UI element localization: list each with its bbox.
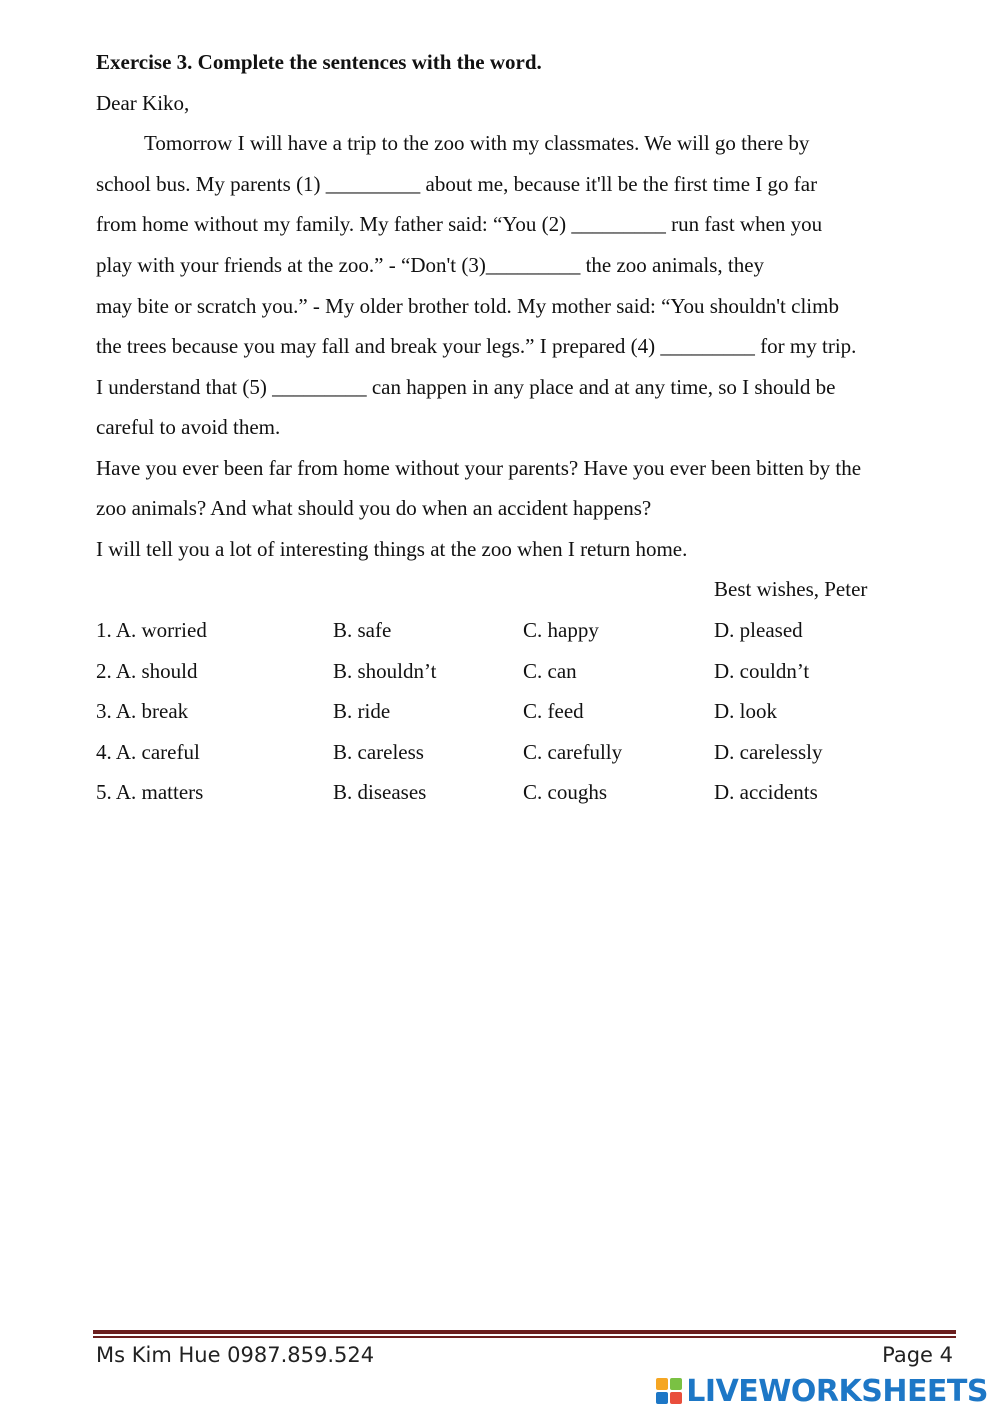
letter-line: from home without my family. My father said: “You (2) _________ run fast when you [96,212,823,236]
option-2d[interactable]: D. couldn’t [714,659,810,683]
letter-line: I understand that (5) _________ can happen in any place and at any time, so I should be [96,375,836,399]
option-1b[interactable]: B. safe [333,618,392,642]
footer-divider-thick [93,1330,956,1334]
letter-line: play with your friends at the zoo.” - “Don't (3)_________ the zoo animals, they [96,253,765,277]
option-3c[interactable]: C. feed [523,699,584,723]
logo-text: LIVEWORKSHEETS [686,1373,988,1409]
option-2c[interactable]: C. can [523,659,577,683]
option-1c[interactable]: C. happy [523,618,599,642]
footer-author: Ms Kim Hue 0987.859.524 [96,1343,375,1367]
liveworksheets-logo-icon [656,1378,682,1404]
letter-line: Tomorrow I will have a trip to the zoo with my classmates. We will go there by [144,131,810,155]
option-4d[interactable]: D. carelessly [714,740,823,764]
letter-line: the trees because you may fall and break your legs.” I prepared (4) _________ for my trip. [96,334,857,358]
option-4b[interactable]: B. careless [333,740,424,764]
option-4c[interactable]: C. carefully [523,740,623,764]
option-2a[interactable]: 2. A. should [96,659,198,683]
liveworksheets-logo[interactable] [656,1374,988,1408]
option-5a[interactable]: 5. A. matters [96,780,204,804]
letter-line: I will tell you a lot of interesting things at the zoo when I return home. [96,537,688,561]
footer-divider-thin [93,1336,956,1338]
option-1d[interactable]: D. pleased [714,618,803,642]
letter-line: school bus. My parents (1) _________ about me, because it'll be the first time I go far [96,172,818,196]
option-3d[interactable]: D. look [714,699,777,723]
option-3b[interactable]: B. ride [333,699,391,723]
letter-line: may bite or scratch you.” - My older brother told. My mother said: “You shouldn't climb [96,294,839,318]
letter-greeting: Dear Kiko, [96,91,190,115]
letter-signoff: Best wishes, Peter [714,577,868,601]
option-3a[interactable]: 3. A. break [96,699,189,723]
option-1a[interactable]: 1. A. worried [96,618,207,642]
letter-line: Have you ever been far from home without your parents? Have you ever been bitten by the [96,456,862,480]
exercise-title: Exercise 3. Complete the sentences with the word. [96,50,542,74]
option-5d[interactable]: D. accidents [714,780,818,804]
footer-page-number: Page 4 [882,1343,953,1367]
option-5c[interactable]: C. coughs [523,780,607,804]
letter-line: zoo animals? And what should you do when an accident happens? [96,496,652,520]
letter-line: careful to avoid them. [96,415,281,439]
option-2b[interactable]: B. shouldn’t [333,659,437,683]
option-5b[interactable]: B. diseases [333,780,427,804]
option-4a[interactable]: 4. A. careful [96,740,200,764]
